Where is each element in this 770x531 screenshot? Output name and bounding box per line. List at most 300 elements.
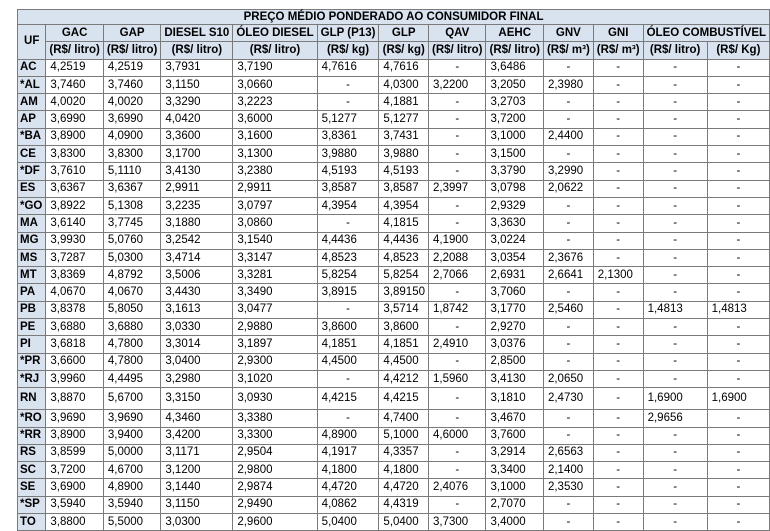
price-cell: 3,1200 — [161, 462, 233, 479]
price-cell: - — [543, 59, 593, 76]
price-cell: - — [429, 163, 486, 180]
price-cell: - — [643, 76, 707, 93]
price-cell: 3,4714 — [161, 249, 233, 266]
price-cell: - — [643, 319, 707, 336]
price-cell: 5,1000 — [379, 427, 429, 444]
price-cell: - — [707, 353, 769, 370]
table-row — [18, 163, 770, 180]
price-cell: 4,7616 — [379, 59, 429, 76]
price-cell: 3,7460 — [46, 76, 103, 93]
price-cell: 5,1277 — [317, 111, 379, 128]
price-cell: 5,1277 — [379, 111, 429, 128]
header-glp: GLP — [379, 25, 429, 42]
price-cell: 3,6600 — [46, 353, 103, 370]
price-cell: 2,9874 — [233, 479, 317, 496]
price-cell: 2,4400 — [543, 128, 593, 145]
price-cell: 3,8900 — [46, 128, 103, 145]
price-cell: 3,1020 — [233, 370, 317, 387]
price-cell: - — [643, 232, 707, 249]
price-cell: 4,3357 — [379, 444, 429, 461]
price-cell: 3,8915 — [317, 284, 379, 301]
price-cell: 3,3400 — [486, 462, 543, 479]
price-cell: - — [593, 111, 643, 128]
price-cell: - — [543, 232, 593, 249]
price-cell: 3,6367 — [46, 180, 103, 197]
price-cell: - — [593, 427, 643, 444]
uf-cell: *BA — [18, 128, 46, 145]
price-cell: 3,1810 — [486, 388, 543, 410]
price-cell: 1,5960 — [429, 370, 486, 387]
price-cell: 4,0020 — [103, 94, 160, 111]
price-cell: - — [643, 336, 707, 353]
price-cell: - — [429, 319, 486, 336]
uf-cell: ES — [18, 180, 46, 197]
price-cell: - — [543, 146, 593, 163]
uf-cell: MT — [18, 267, 46, 284]
price-cell: 3,2703 — [486, 94, 543, 111]
price-cell: 3,1897 — [233, 336, 317, 353]
price-cell: 3,7600 — [486, 427, 543, 444]
price-cell: - — [593, 59, 643, 76]
price-cell: 3,4130 — [486, 370, 543, 387]
price-cell: 2,9656 — [643, 410, 707, 427]
uf-cell: *RR — [18, 427, 46, 444]
price-cell: - — [707, 197, 769, 214]
price-cell: 4,8523 — [379, 249, 429, 266]
price-cell: 3,2542 — [161, 232, 233, 249]
price-cell: 2,2088 — [429, 249, 486, 266]
uf-cell: RN — [18, 388, 46, 410]
table-row — [18, 410, 770, 427]
header-aehc: AEHC — [486, 25, 543, 42]
price-cell: 3,7287 — [46, 249, 103, 266]
price-cell: 3,9400 — [103, 427, 160, 444]
price-cell: 2,1300 — [593, 267, 643, 284]
price-cell: 2,6641 — [543, 267, 593, 284]
price-cell: 3,8378 — [46, 301, 103, 318]
price-cell: 3,3281 — [233, 267, 317, 284]
price-cell: 3,8800 — [46, 514, 103, 531]
price-cell: 4,1851 — [379, 336, 429, 353]
price-cell: - — [707, 146, 769, 163]
price-cell: 5,0300 — [103, 249, 160, 266]
table-body — [18, 59, 770, 531]
table-row — [18, 215, 770, 232]
price-cell: 3,2200 — [429, 76, 486, 93]
price-cell: - — [543, 336, 593, 353]
header-gni: GNI — [593, 25, 643, 42]
price-cell: 4,3954 — [379, 197, 429, 214]
uf-cell: TO — [18, 514, 46, 531]
price-cell: 4,0420 — [161, 111, 233, 128]
price-cell: - — [707, 267, 769, 284]
price-cell: 3,8300 — [103, 146, 160, 163]
price-cell: - — [593, 76, 643, 93]
price-cell: 4,4436 — [317, 232, 379, 249]
price-cell: - — [429, 94, 486, 111]
unit-header-cell: (R$/ Kg) — [707, 42, 769, 59]
price-cell: 5,8254 — [379, 267, 429, 284]
price-cell: 3,3147 — [233, 249, 317, 266]
price-cell: - — [643, 146, 707, 163]
price-cell: - — [429, 146, 486, 163]
price-cell: 3,1440 — [161, 479, 233, 496]
price-cell: 3,8369 — [46, 267, 103, 284]
price-cell: 1,6900 — [643, 388, 707, 410]
price-cell: 3,3630 — [486, 215, 543, 232]
unit-header-cell: (R$/ litro) — [643, 42, 707, 59]
price-cell: 3,3014 — [161, 336, 233, 353]
price-cell: - — [429, 496, 486, 513]
price-cell: - — [593, 370, 643, 387]
header-diesel-s10: DIESEL S10 — [161, 25, 233, 42]
price-cell: 3,6818 — [46, 336, 103, 353]
uf-cell: SE — [18, 479, 46, 496]
price-cell: 4,7616 — [317, 59, 379, 76]
price-cell: - — [593, 249, 643, 266]
uf-cell: *DF — [18, 163, 46, 180]
price-cell: 3,7745 — [103, 215, 160, 232]
price-cell: - — [643, 462, 707, 479]
price-cell: 3,0798 — [486, 180, 543, 197]
price-cell: - — [593, 410, 643, 427]
price-cell: - — [593, 444, 643, 461]
price-cell: 3,2050 — [486, 76, 543, 93]
price-cell: 3,2914 — [486, 444, 543, 461]
table-row — [18, 146, 770, 163]
price-cell: 2,4730 — [543, 388, 593, 410]
price-cell: 2,1400 — [543, 462, 593, 479]
price-cell: - — [543, 514, 593, 531]
price-cell: 3,0400 — [161, 353, 233, 370]
unit-header-row — [18, 42, 770, 59]
uf-cell: MG — [18, 232, 46, 249]
price-cell: - — [643, 353, 707, 370]
price-cell: 2,3676 — [543, 249, 593, 266]
price-cell: - — [543, 197, 593, 214]
price-cell: 3,1880 — [161, 215, 233, 232]
price-cell: - — [643, 180, 707, 197]
price-cell: 2,3980 — [543, 76, 593, 93]
price-cell: 3,1500 — [486, 146, 543, 163]
price-cell: - — [429, 111, 486, 128]
price-cell: 4,4720 — [379, 479, 429, 496]
price-cell: 4,4495 — [103, 370, 160, 387]
price-cell: - — [593, 128, 643, 145]
price-cell: 5,5000 — [103, 514, 160, 531]
price-cell: 2,4910 — [429, 336, 486, 353]
price-cell: 2,9329 — [486, 197, 543, 214]
price-cell: 4,7800 — [103, 336, 160, 353]
price-cell: 3,6900 — [46, 479, 103, 496]
uf-cell: *AL — [18, 76, 46, 93]
price-cell: 4,4436 — [379, 232, 429, 249]
price-cell: 4,6700 — [103, 462, 160, 479]
price-cell: 3,1700 — [161, 146, 233, 163]
price-cell: 3,8300 — [46, 146, 103, 163]
price-cell: - — [707, 128, 769, 145]
header-oleo-diesel: ÓLEO DIESEL — [233, 25, 317, 42]
price-cell: 2,3997 — [429, 180, 486, 197]
table-row — [18, 336, 770, 353]
price-cell: 3,0477 — [233, 301, 317, 318]
price-cell: 4,7800 — [103, 353, 160, 370]
price-cell: 2,9800 — [233, 462, 317, 479]
price-cell: - — [707, 427, 769, 444]
price-cell: - — [429, 59, 486, 76]
uf-cell: *RO — [18, 410, 46, 427]
uf-cell: PE — [18, 319, 46, 336]
price-cell: - — [707, 462, 769, 479]
price-cell: 2,9300 — [233, 353, 317, 370]
price-cell: 3,8587 — [379, 180, 429, 197]
price-cell: - — [429, 388, 486, 410]
price-cell: - — [593, 197, 643, 214]
table-row — [18, 284, 770, 301]
price-cell: - — [707, 284, 769, 301]
price-cell: 4,1800 — [317, 462, 379, 479]
price-cell: 4,0020 — [46, 94, 103, 111]
price-cell: - — [593, 496, 643, 513]
price-cell: 1,4813 — [707, 301, 769, 318]
table-row — [18, 232, 770, 249]
price-cell: - — [543, 284, 593, 301]
price-cell: - — [707, 59, 769, 76]
table-row — [18, 462, 770, 479]
price-cell: - — [643, 94, 707, 111]
price-cell: 3,7460 — [103, 76, 160, 93]
price-cell: - — [643, 128, 707, 145]
table-row — [18, 427, 770, 444]
price-cell: 3,8600 — [317, 319, 379, 336]
price-cell: - — [643, 284, 707, 301]
price-cell: 5,0000 — [103, 444, 160, 461]
uf-cell: PA — [18, 284, 46, 301]
price-cell: 3,2980 — [161, 370, 233, 387]
table-title: PREÇO MÉDIO PONDERADO AO CONSUMIDOR FINAL — [18, 10, 770, 25]
price-cell: 4,3460 — [161, 410, 233, 427]
price-cell: - — [593, 479, 643, 496]
price-cell: 3,3790 — [486, 163, 543, 180]
price-cell: 4,4212 — [379, 370, 429, 387]
price-cell: 3,9960 — [46, 370, 103, 387]
price-cell: 2,9490 — [233, 496, 317, 513]
price-cell: - — [593, 319, 643, 336]
price-cell: 3,3600 — [161, 128, 233, 145]
price-cell: 3,3290 — [161, 94, 233, 111]
price-cell: 3,7931 — [161, 59, 233, 76]
header-qav: QAV — [429, 25, 486, 42]
table-row — [18, 197, 770, 214]
uf-cell: AC — [18, 59, 46, 76]
table-row — [18, 301, 770, 318]
price-cell: 3,0354 — [486, 249, 543, 266]
table-row — [18, 180, 770, 197]
price-cell: 3,1600 — [233, 128, 317, 145]
price-cell: 4,4215 — [317, 388, 379, 410]
price-cell: - — [429, 197, 486, 214]
price-cell: 3,9690 — [103, 410, 160, 427]
price-cell: - — [543, 410, 593, 427]
price-cell: 3,2380 — [233, 163, 317, 180]
table-row — [18, 319, 770, 336]
price-cell: 3,0376 — [486, 336, 543, 353]
price-cell: 3,9880 — [317, 146, 379, 163]
price-cell: 3,6367 — [103, 180, 160, 197]
price-cell: 4,2519 — [46, 59, 103, 76]
price-cell: - — [643, 59, 707, 76]
price-cell: 5,0400 — [317, 514, 379, 531]
price-cell: 2,0650 — [543, 370, 593, 387]
price-cell: 4,1815 — [379, 215, 429, 232]
unit-header-cell: (R$/ litro) — [233, 42, 317, 59]
price-cell: - — [707, 370, 769, 387]
price-cell: - — [643, 249, 707, 266]
price-cell: 3,5714 — [379, 301, 429, 318]
price-cell: 3,9880 — [379, 146, 429, 163]
price-cell: 3,5940 — [46, 496, 103, 513]
price-cell: 2,9880 — [233, 319, 317, 336]
price-cell: - — [643, 111, 707, 128]
price-cell: 2,9911 — [161, 180, 233, 197]
price-cell: - — [643, 479, 707, 496]
price-cell: - — [643, 370, 707, 387]
price-cell: - — [707, 111, 769, 128]
price-cell: - — [543, 215, 593, 232]
price-cell: 4,7400 — [379, 410, 429, 427]
price-cell: 3,1000 — [486, 479, 543, 496]
price-cell: - — [707, 496, 769, 513]
price-cell: 3,1150 — [161, 496, 233, 513]
price-cell: 3,0660 — [233, 76, 317, 93]
unit-header-cell: (R$/ litro) — [103, 42, 160, 59]
price-cell: - — [317, 301, 379, 318]
price-cell: - — [543, 353, 593, 370]
table-row — [18, 353, 770, 370]
price-cell: 1,6900 — [707, 388, 769, 410]
price-cell: - — [643, 444, 707, 461]
price-cell: 4,4500 — [379, 353, 429, 370]
unit-header-cell: (R$/ litro) — [486, 42, 543, 59]
price-cell: 4,4215 — [379, 388, 429, 410]
uf-cell: AP — [18, 111, 46, 128]
price-cell: 3,0224 — [486, 232, 543, 249]
price-cell: 3,1300 — [233, 146, 317, 163]
price-cell: 4,5193 — [317, 163, 379, 180]
price-cell: 3,0860 — [233, 215, 317, 232]
price-cell: - — [593, 388, 643, 410]
uf-cell: MA — [18, 215, 46, 232]
price-cell: 3,6140 — [46, 215, 103, 232]
price-cell: - — [429, 410, 486, 427]
price-cell: - — [707, 215, 769, 232]
price-cell: 3,4000 — [486, 514, 543, 531]
uf-cell: RS — [18, 444, 46, 461]
price-cell: - — [593, 232, 643, 249]
unit-header-cell: (R$/ m³) — [593, 42, 643, 59]
price-cell: 4,6000 — [429, 427, 486, 444]
unit-header-cell: (R$/ kg) — [317, 42, 379, 59]
price-cell: - — [643, 514, 707, 531]
price-cell: - — [707, 514, 769, 531]
price-cell: 2,8500 — [486, 353, 543, 370]
price-cell: 5,6700 — [103, 388, 160, 410]
price-cell: 3,8922 — [46, 197, 103, 214]
price-cell: 3,5940 — [103, 496, 160, 513]
price-cell: 4,5193 — [379, 163, 429, 180]
price-cell: - — [643, 427, 707, 444]
uf-cell: CE — [18, 146, 46, 163]
price-cell: 5,0400 — [379, 514, 429, 531]
price-cell: 3,8900 — [46, 427, 103, 444]
price-cell: 2,9600 — [233, 514, 317, 531]
price-cell: 2,3530 — [543, 479, 593, 496]
price-cell: 2,4076 — [429, 479, 486, 496]
price-cell: 2,5460 — [543, 301, 593, 318]
uf-cell: *RJ — [18, 370, 46, 387]
price-cell: 3,89150 — [379, 284, 429, 301]
table-row — [18, 76, 770, 93]
price-cell: - — [593, 514, 643, 531]
price-cell: 3,7060 — [486, 284, 543, 301]
uf-cell: SC — [18, 462, 46, 479]
price-cell: - — [707, 163, 769, 180]
price-cell: 3,5006 — [161, 267, 233, 284]
price-cell: - — [707, 232, 769, 249]
uf-cell: *SP — [18, 496, 46, 513]
price-cell: - — [707, 94, 769, 111]
price-cell: 5,1308 — [103, 197, 160, 214]
price-cell: - — [707, 319, 769, 336]
price-cell: - — [317, 370, 379, 387]
price-cell: - — [707, 479, 769, 496]
price-cell: - — [643, 197, 707, 214]
price-cell: 3,1171 — [161, 444, 233, 461]
price-cell: - — [317, 215, 379, 232]
price-cell: 1,4813 — [643, 301, 707, 318]
table-row — [18, 94, 770, 111]
price-cell: 2,6563 — [543, 444, 593, 461]
unit-header-cell: (R$/ litro) — [46, 42, 103, 59]
header-gap: GAP — [103, 25, 160, 42]
price-cell: - — [643, 496, 707, 513]
price-cell: 3,4430 — [161, 284, 233, 301]
unit-header-cell: (R$/ litro) — [161, 42, 233, 59]
price-cell: 3,1150 — [161, 76, 233, 93]
price-cell: 4,8900 — [317, 427, 379, 444]
price-cell: 5,0760 — [103, 232, 160, 249]
price-cell: 3,7190 — [233, 59, 317, 76]
price-cell: - — [707, 410, 769, 427]
price-cell: 3,6486 — [486, 59, 543, 76]
price-cell: 3,3490 — [233, 284, 317, 301]
price-cell: - — [643, 267, 707, 284]
price-cell: - — [643, 215, 707, 232]
price-cell: - — [593, 462, 643, 479]
price-cell: - — [543, 319, 593, 336]
price-table — [17, 9, 770, 531]
price-cell: 3,2235 — [161, 197, 233, 214]
price-cell: 3,0797 — [233, 197, 317, 214]
price-cell: 3,0330 — [161, 319, 233, 336]
price-cell: 1,8742 — [429, 301, 486, 318]
price-cell: - — [317, 94, 379, 111]
price-cell: 4,4319 — [379, 496, 429, 513]
price-cell: 2,6931 — [486, 267, 543, 284]
header-gnv: GNV — [543, 25, 593, 42]
price-cell: 5,8254 — [317, 267, 379, 284]
price-cell: - — [593, 301, 643, 318]
